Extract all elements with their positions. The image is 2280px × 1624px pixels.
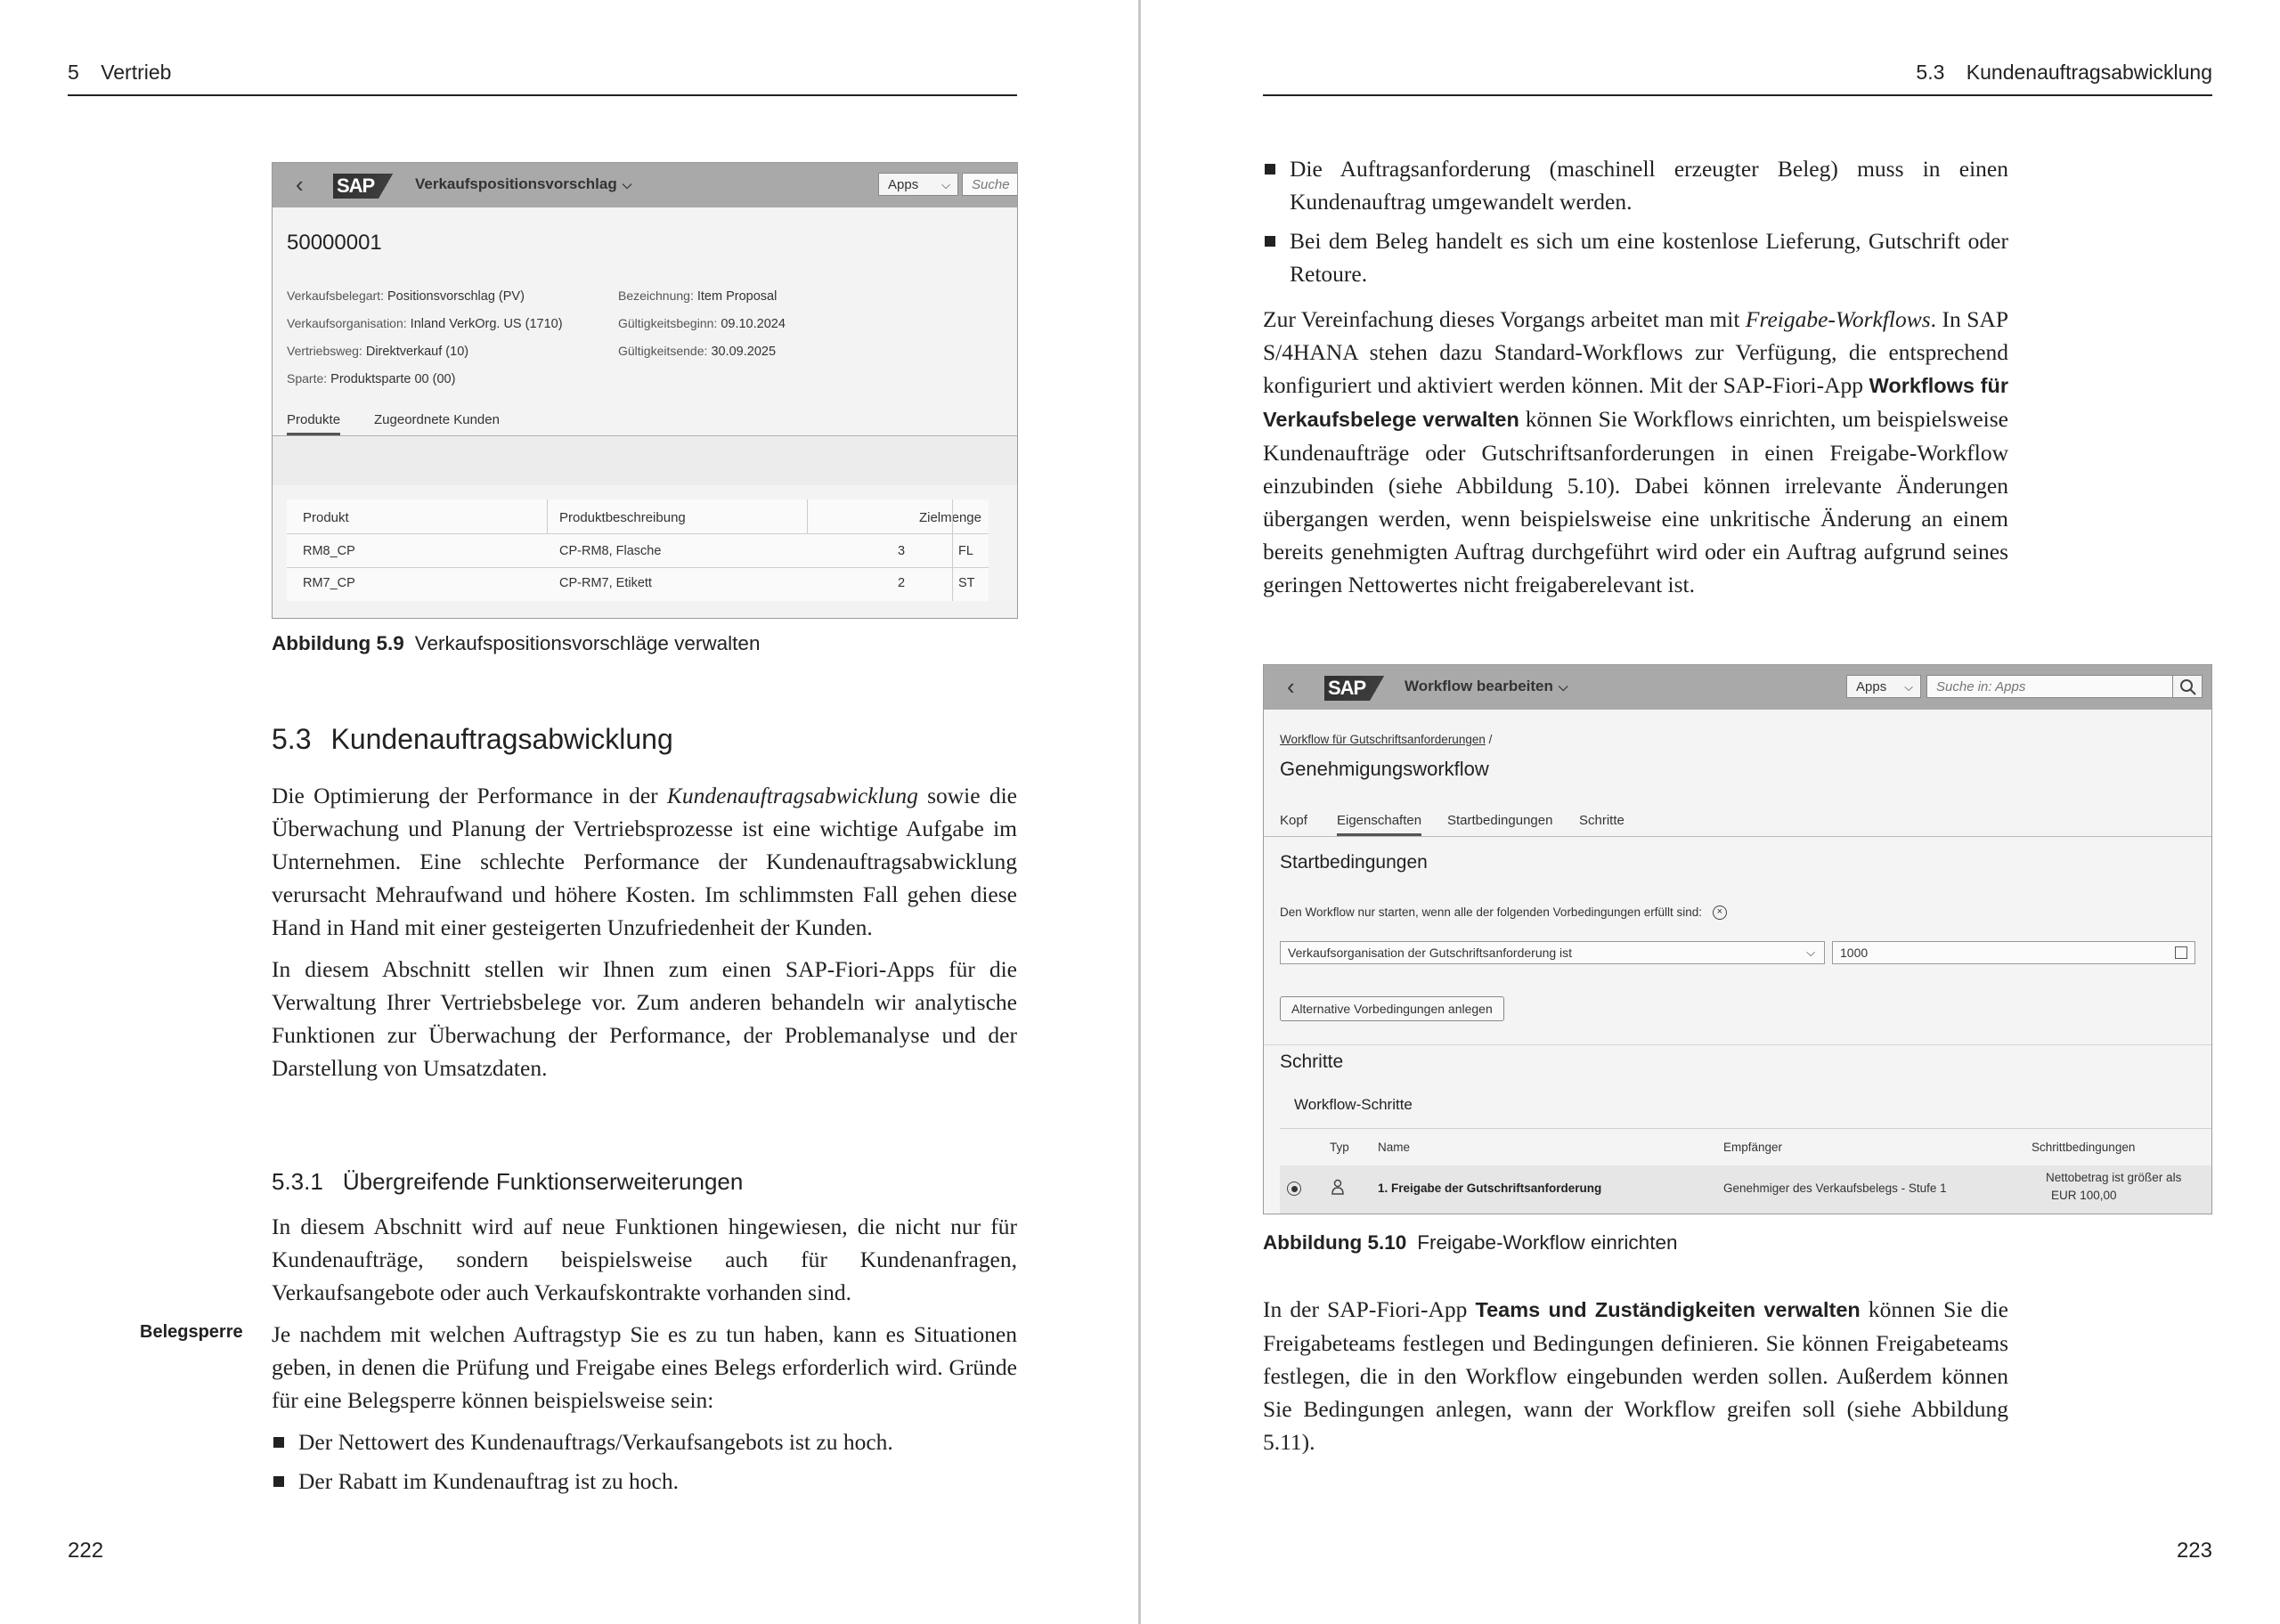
sap-logo: SAP [333,174,395,199]
tab-assigned-customers[interactable]: Zugeordnete Kunden [374,412,500,427]
list-item: Der Rabatt im Kundenauftrag ist zu hoch. [272,1465,1017,1498]
condition-description: Den Workflow nur starten, wenn alle der folgenden Vorbedingungen erfüllt sind: × [1280,905,1727,920]
subsection-heading: 5.3.1 Übergreifende Funktionserweiterungen [272,1168,744,1195]
paragraph: Zur Vereinfachung dieses Vorgangs arbeitet man mit Freigabe-Workflows. In SAP S/4HANA stehen dazu Standard-Workflows zur Verfügung, die entsprechend konfiguriert und aktiviert werden können. Mit der SAP-Fiori-App Workflows für Verkaufsbelege verwalten können Sie Workflows einrichten, um beispielsweise Kundenaufträge oder Gutschriftsanforderungen in einen Freigabe-Workflow einzubinden (siehe Abbildung 5.10). Dabei können irrelevante Änderungen übergangen werden, wenn beispielsweise eine unkritische Änderung an einem bereits genehmigten Auftrag durchgeführt wird oder ein Auftrag aufgrund seines geringen Nettowertes nicht freigaberelevant ist. [1263,306,2008,597]
chevron-down-icon: ⌵ [1806,946,1815,959]
col-recipient: Empfänger [1723,1141,1783,1154]
radio-button[interactable] [1287,1181,1301,1196]
app-title[interactable]: Workflow bearbeiten ⌵ [1405,678,1568,694]
condition-field-select[interactable]: Verkaufsorganisation der Gutschriftsanforderung ist ⌵ [1280,941,1825,964]
paragraph: In diesem Abschnitt wird auf neue Funktionen hingewiesen, die nicht nur für Kundenaufträge, sondern beispielsweise auch für Kundenanfragen, Verkaufsangebote oder auch Verkaufskontrakte vorhanden sind. [272,1214,1017,1305]
cell-desc: CP-RM8, Flasche [559,544,662,558]
running-header-right [1916,61,2212,85]
object-title: Genehmigungsworkflow [1280,758,1489,780]
start-conditions-title: Startbedingungen [1280,852,1428,873]
value-help-icon[interactable] [2175,946,2187,959]
search-icon [2173,676,2203,699]
paragraph: In diesem Abschnitt stellen wir Ihnen zum einen SAP-Fiori-Apps für die Verwaltung Ihrer Vertriebsbelege vor. Zum anderen behandeln wir analytische Funktionen zur Überwachung der Performance, der Problemanalyse und der Darstellung von Umsatzdaten. [272,956,1017,1081]
header-fields-right: Bezeichnung: Item Proposal Gültigkeitsbeginn: 09.10.2024 Gültigkeitsende: 30.09.2025 [618,288,786,359]
tab-schritte[interactable]: Schritte [1579,813,1624,828]
col-target-qty: Zielmenge [918,510,981,525]
section-intro [272,779,1017,1093]
condition-value-input[interactable]: 1000 [1832,941,2195,964]
table-row[interactable]: RM8_CP [303,544,355,558]
step-name[interactable]: 1. Freigabe der Gutschriftsanforderung [1378,1181,1602,1195]
header-fields-left: Verkaufsbelegart: Positionsvorschlag (PV) Verkaufsorganisation: Inland VerkOrg. US (1710) Vertriebsweg: Direktverkauf (10) Sparte: Produktsparte 00 (00) [287,288,563,386]
cell-unit: FL [958,544,973,558]
page-number: 222 [68,1539,104,1563]
apps-select[interactable]: Apps ⌵ [1846,675,1921,698]
tab-kopf[interactable]: Kopf [1280,813,1307,828]
object-id: 50000001 [287,231,382,255]
clear-icon[interactable]: × [1713,905,1727,920]
left-page [0,0,1139,1624]
margin-note: Belegsperre [140,1322,243,1342]
cell-qty: 3 [898,544,906,558]
chevron-down-icon: ⌵ [1558,679,1568,694]
back-icon[interactable]: ‹ [296,171,304,198]
col-product: Produkt [303,510,349,525]
list-item: Bei dem Beleg handelt es sich um eine kostenlose Lieferung, Gutschrift oder Retoure. [1263,224,2008,290]
chevron-down-icon: ⌵ [1904,680,1913,694]
section-number: 5.3 [1916,61,1945,84]
step-condition-line1: Nettobetrag ist größer als [2046,1171,2182,1184]
app-title[interactable]: Verkaufspositionsvorschlag ⌵ [415,175,632,192]
sap-logo: SAP [1324,676,1387,701]
search-input[interactable]: Suche in: Apps [1926,675,2176,698]
section-heading: 5.3 Kundenauftragsabwicklung [272,723,673,755]
section-title: Kundenauftragsabwicklung [1966,61,2212,84]
breadcrumb[interactable]: Workflow für Gutschriftsanforderungen / [1280,733,1493,746]
top-text [1263,152,2008,610]
header-rule [1263,94,2212,96]
chapter-number: 5 [68,61,79,84]
col-step-conditions: Schrittbedingungen [2032,1141,2136,1154]
search-input[interactable]: Suche [962,173,1018,196]
bullet-list [1263,152,2008,290]
col-type: Typ [1330,1141,1349,1154]
figure-caption-5-9: Abbildung 5.9 Verkaufspositionsvorschläge verwalten [272,632,761,654]
apps-select[interactable]: Apps ⌵ [878,173,958,196]
right-page [1141,0,2280,1624]
figure-sales-item-proposal [272,162,1018,619]
tab-products[interactable]: Produkte [287,412,340,435]
shell-bar [1264,665,2211,710]
step-condition-line2: EUR 100,00 [2051,1189,2117,1202]
person-icon [1331,1179,1344,1195]
list-item: Der Nettowert des Kundenauftrags/Verkaufsangebots ist zu hoch. [272,1425,1017,1458]
add-alternative-conditions-button[interactable]: Alternative Vorbedingungen anlegen [1280,996,1504,1021]
subsection-text [272,1210,1017,1504]
header-rule [68,94,1017,96]
step-recipient: Genehmiger des Verkaufsbelegs - Stufe 1 [1723,1181,1947,1195]
list-item: Die Auftragsanforderung (maschinell erzeugter Beleg) muss in einen Kundenauftrag umgewandelt werden. [1263,152,2008,218]
figure-caption-5-10: Abbildung 5.10 Freigabe-Workflow einrichten [1263,1231,1678,1254]
table-row[interactable] [1280,1165,2211,1214]
shell-bar [273,163,1017,207]
chapter-title: Vertrieb [101,61,172,84]
paragraph: Je nachdem mit welchen Auftragstyp Sie es zu tun haben, kann es Situationen geben, in denen die Prüfung und Freigabe eines Belegs erforderlich wird. Gründe für eine Belegsperre können beispielsweise sein: [272,1321,1017,1413]
col-description: Produktbeschreibung [559,510,686,525]
col-name: Name [1378,1141,1411,1154]
cell-qty: 2 [898,576,906,590]
paragraph: Die Optimierung der Performance in der Kundenauftragsabwicklung sowie die Überwachung und Planung der Vertriebsprozesse ist eine wichtige Aufgabe im Unternehmen. Eine schlechte Performance der Kundenauftragsabwicklung verursacht Mehraufwand und höhere Kosten. Im schlimmsten Fall gehen diese Hand in Hand mit einer gesteigerten Unzufriedenheit der Kunden. [272,783,1017,940]
tab-startbedingungen[interactable]: Startbedingungen [1447,813,1553,828]
back-icon[interactable]: ‹ [1287,673,1295,700]
steps-title: Schritte [1280,1052,1344,1072]
steps-table-title: Workflow-Schritte [1294,1096,1413,1113]
closing-paragraph [1263,1293,2008,1467]
paragraph: In der SAP-Fiori-App Teams und Zuständigkeiten verwalten können Sie die Freigabeteams festlegen und Bedingungen definieren. Sie können Freigabeteams festlegen, die in den Workflow eingebunden werden sollen. Außerdem können Sie Bedingungen anlegen, wann der Workflow greifen soll (siehe Abbildung 5.11). [1263,1296,2008,1455]
cell-desc: CP-RM7, Etikett [559,576,652,590]
running-header-left [68,61,171,85]
page-number: 223 [2176,1539,2212,1563]
figure-workflow-edit [1263,664,2212,1214]
products-table [287,499,989,601]
cell-unit: ST [958,576,975,590]
table-row[interactable]: RM7_CP [303,576,355,590]
chevron-down-icon: ⌵ [622,177,632,191]
bullet-list [272,1425,1017,1498]
search-button[interactable] [2172,675,2203,698]
chevron-down-icon: ⌵ [941,178,950,191]
tab-eigenschaften[interactable]: Eigenschaften [1337,813,1421,836]
